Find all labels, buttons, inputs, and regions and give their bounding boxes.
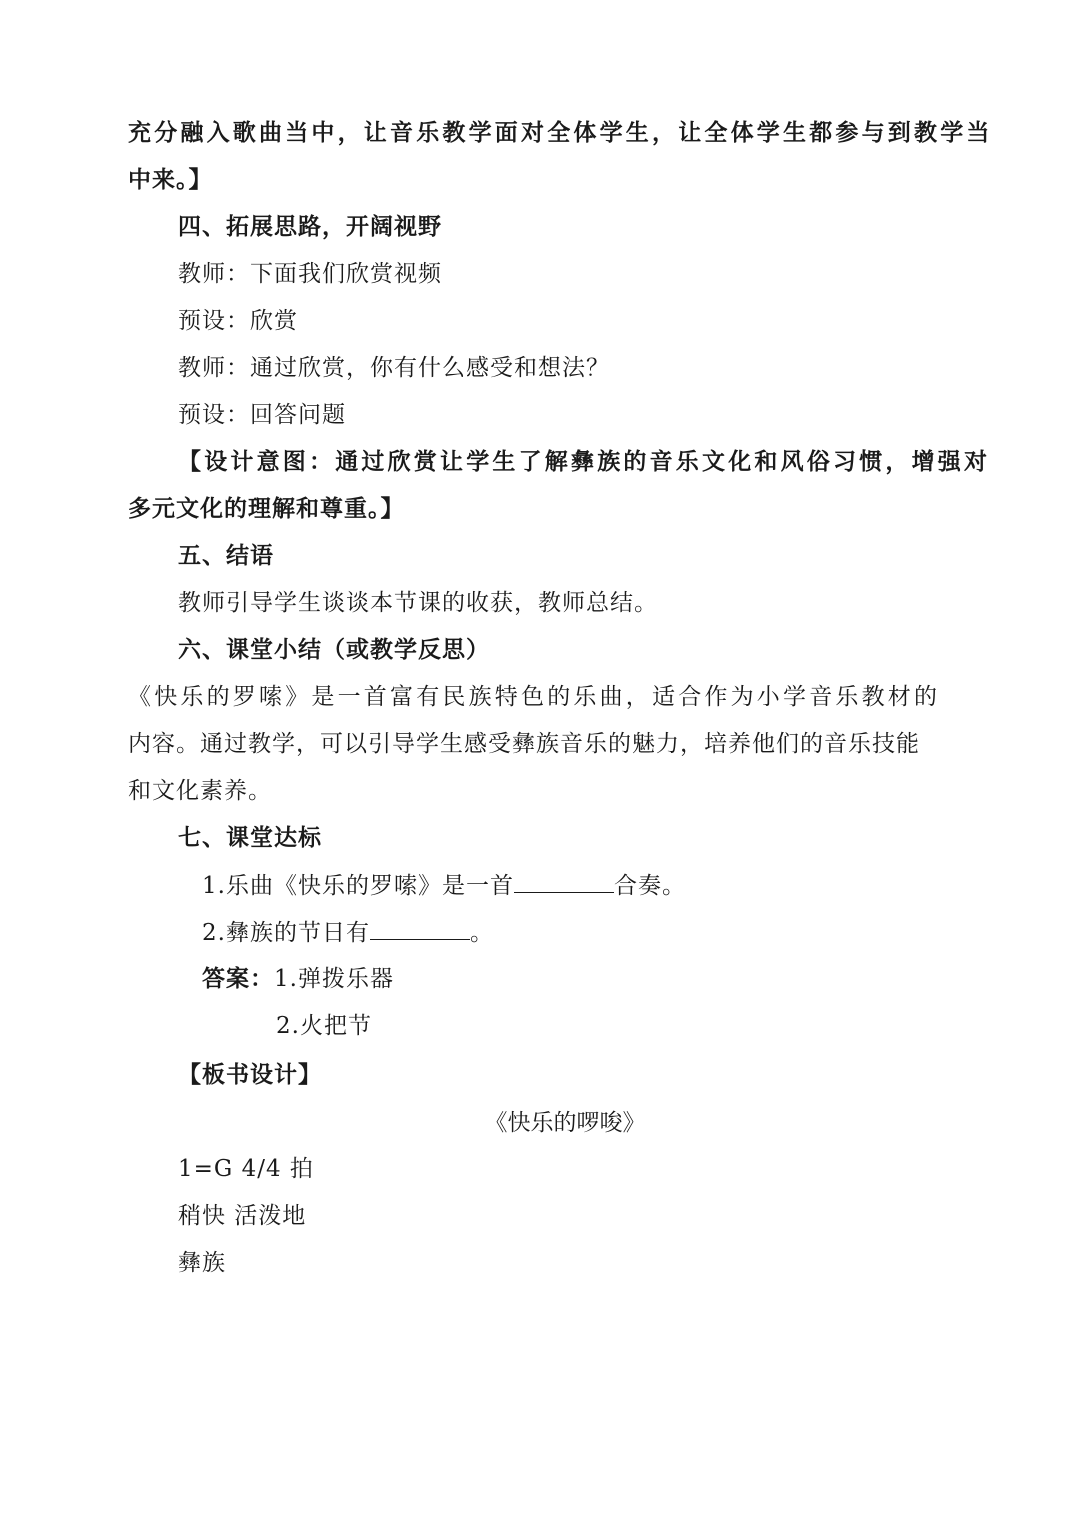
section4-line-2: 预设：欣赏 [178, 308, 298, 334]
question-2-blank [370, 917, 470, 940]
section4-line-3: 教师：通过欣赏，你有什么感受和想法？ [178, 355, 610, 381]
section6-heading: 六、课堂小结（或教学反思） [178, 637, 490, 663]
section5-text: 教师引导学生谈谈本节课的收获，教师总结。 [178, 590, 658, 616]
board-key: 1=G 4/4 拍 [178, 1156, 314, 1182]
board-tempo: 稍快 活泼地 [178, 1203, 307, 1229]
section6-line-1: 《快乐的罗嗦》是一首富有民族特色的乐曲，适合作为小学音乐教材的 [128, 684, 941, 710]
intro-line-2: 中来。】 [128, 167, 213, 193]
section5-heading: 五、结语 [178, 543, 274, 569]
answer-1: 1.弹拨乐器 [274, 966, 394, 992]
section4-line-4: 预设：回答问题 [178, 402, 346, 428]
answer-line-1 [202, 964, 394, 994]
section6-line-3: 和文化素养。 [128, 778, 272, 804]
question-2 [202, 917, 494, 948]
question-1-text: 1.乐曲《快乐的罗嗦》是一首 [202, 873, 514, 899]
section4-design-line-1: 【设计意图：通过欣赏让学生了解彝族的音乐文化和风俗习惯，增强对 [178, 449, 991, 475]
board-ethnic: 彝族 [178, 1250, 226, 1276]
section4-heading: 四、拓展思路，开阔视野 [178, 214, 442, 240]
section6-line-2: 内容。通过教学，可以引导学生感受彝族音乐的魅力，培养他们的音乐技能 [128, 731, 920, 757]
board-heading: 【板书设计】 [178, 1062, 322, 1088]
board-title: 《快乐的啰唆》 [484, 1110, 646, 1136]
section7-heading: 七、课堂达标 [178, 825, 322, 851]
question-1 [202, 870, 686, 901]
answer-label: 答案： [202, 966, 274, 992]
section4-line-1: 教师：下面我们欣赏视频 [178, 261, 442, 287]
question-2-text: 2.彝族的节日有 [202, 920, 370, 946]
question-1-end: 合奏。 [613, 873, 686, 899]
answer-2: 2.火把节 [276, 1013, 372, 1039]
intro-line-1: 充分融入歌曲当中，让音乐教学面对全体学生，让全体学生都参与到教学当 [128, 120, 993, 146]
question-1-blank [514, 870, 614, 893]
section4-design-line-2: 多元文化的理解和尊重。】 [128, 496, 405, 522]
question-2-end: 。 [469, 920, 494, 946]
